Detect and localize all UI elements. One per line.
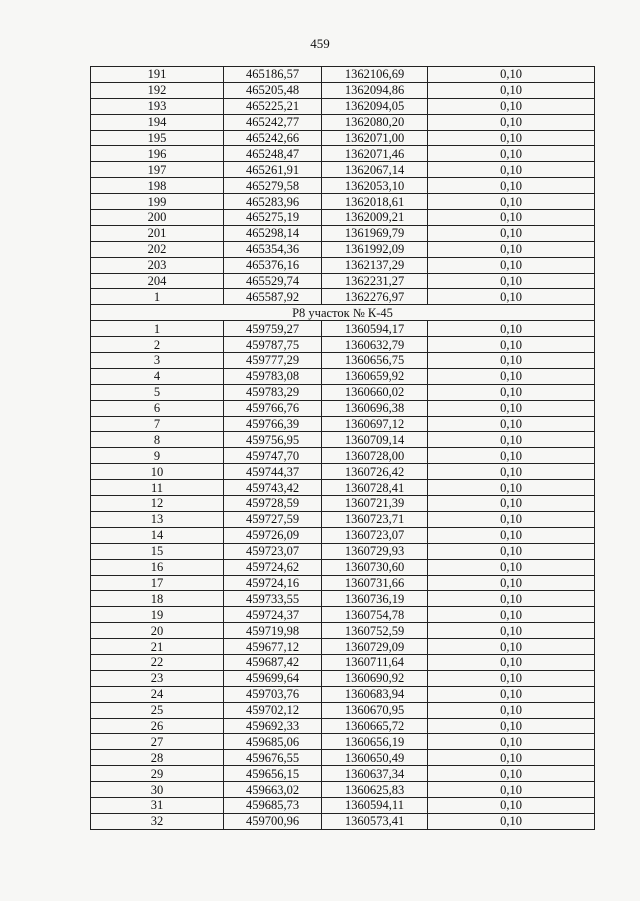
table-row [91,225,595,241]
accuracy-cell: 0,10 [428,813,595,829]
point-number-cell: 11 [91,480,224,496]
table-row [91,623,595,639]
x-coordinate-cell: 459756,95 [224,432,322,448]
x-coordinate-cell: 465225,21 [224,98,322,114]
point-number-cell: 193 [91,98,224,114]
table-row [91,702,595,718]
x-coordinate-cell: 459766,76 [224,400,322,416]
point-number-cell: 29 [91,766,224,782]
accuracy-cell: 0,10 [428,448,595,464]
table-row [91,368,595,384]
table-row [91,384,595,400]
table-row [91,718,595,734]
y-coordinate-cell: 1360573,41 [322,813,428,829]
table-row [91,813,595,829]
x-coordinate-cell: 459733,55 [224,591,322,607]
accuracy-cell: 0,10 [428,607,595,623]
point-number-cell: 31 [91,797,224,813]
table-row [91,98,595,114]
accuracy-cell: 0,10 [428,432,595,448]
x-coordinate-cell: 459787,75 [224,337,322,353]
x-coordinate-cell: 465354,36 [224,241,322,257]
accuracy-cell: 0,10 [428,82,595,98]
x-coordinate-cell: 465248,47 [224,146,322,162]
point-number-cell: 20 [91,623,224,639]
x-coordinate-cell: 459656,15 [224,766,322,782]
table-row [91,67,595,83]
accuracy-cell: 0,10 [428,273,595,289]
y-coordinate-cell: 1362231,27 [322,273,428,289]
y-coordinate-cell: 1360625,83 [322,782,428,798]
x-coordinate-cell: 465242,66 [224,130,322,146]
accuracy-cell: 0,10 [428,225,595,241]
y-coordinate-cell: 1360650,49 [322,750,428,766]
accuracy-cell: 0,10 [428,480,595,496]
y-coordinate-cell: 1362018,61 [322,194,428,210]
accuracy-cell: 0,10 [428,321,595,337]
table-row [91,416,595,432]
accuracy-cell: 0,10 [428,527,595,543]
table-row [91,543,595,559]
point-number-cell: 196 [91,146,224,162]
point-number-cell: 2 [91,337,224,353]
accuracy-cell: 0,10 [428,797,595,813]
x-coordinate-cell: 465283,96 [224,194,322,210]
y-coordinate-cell: 1360632,79 [322,337,428,353]
accuracy-cell: 0,10 [428,591,595,607]
table-row [91,607,595,623]
accuracy-cell: 0,10 [428,750,595,766]
x-coordinate-cell: 459724,16 [224,575,322,591]
table-row [91,273,595,289]
point-number-cell: 199 [91,194,224,210]
x-coordinate-cell: 459687,42 [224,654,322,670]
x-coordinate-cell: 465186,57 [224,67,322,83]
accuracy-cell: 0,10 [428,194,595,210]
y-coordinate-cell: 1360656,19 [322,734,428,750]
point-number-cell: 4 [91,368,224,384]
y-coordinate-cell: 1360721,39 [322,496,428,512]
y-coordinate-cell: 1360665,72 [322,718,428,734]
point-number-cell: 192 [91,82,224,98]
x-coordinate-cell: 459783,29 [224,384,322,400]
table-row [91,766,595,782]
point-number-cell: 13 [91,511,224,527]
accuracy-cell: 0,10 [428,416,595,432]
table-row [91,400,595,416]
point-number-cell: 18 [91,591,224,607]
y-coordinate-cell: 1362009,21 [322,210,428,226]
x-coordinate-cell: 459703,76 [224,686,322,702]
x-coordinate-cell: 459743,42 [224,480,322,496]
x-coordinate-cell: 465279,58 [224,178,322,194]
x-coordinate-cell: 465242,77 [224,114,322,130]
y-coordinate-cell: 1362106,69 [322,67,428,83]
y-coordinate-cell: 1362080,20 [322,114,428,130]
table-row [91,797,595,813]
point-number-cell: 9 [91,448,224,464]
table-row [91,496,595,512]
accuracy-cell: 0,10 [428,686,595,702]
accuracy-cell: 0,10 [428,98,595,114]
y-coordinate-cell: 1360659,92 [322,368,428,384]
accuracy-cell: 0,10 [428,575,595,591]
y-coordinate-cell: 1362094,86 [322,82,428,98]
x-coordinate-cell: 459777,29 [224,353,322,369]
y-coordinate-cell: 1360723,07 [322,527,428,543]
y-coordinate-cell: 1362053,10 [322,178,428,194]
y-coordinate-cell: 1360709,14 [322,432,428,448]
accuracy-cell: 0,10 [428,654,595,670]
table-row [91,734,595,750]
table-row [91,511,595,527]
accuracy-cell: 0,10 [428,782,595,798]
accuracy-cell: 0,10 [428,289,595,305]
x-coordinate-cell: 465529,74 [224,273,322,289]
table-row [91,527,595,543]
table-row [91,178,595,194]
y-coordinate-cell: 1360729,93 [322,543,428,559]
accuracy-cell: 0,10 [428,734,595,750]
x-coordinate-cell: 459702,12 [224,702,322,718]
point-number-cell: 27 [91,734,224,750]
accuracy-cell: 0,10 [428,543,595,559]
point-number-cell: 17 [91,575,224,591]
accuracy-cell: 0,10 [428,337,595,353]
y-coordinate-cell: 1360594,17 [322,321,428,337]
point-number-cell: 12 [91,496,224,512]
accuracy-cell: 0,10 [428,718,595,734]
table-row [91,210,595,226]
x-coordinate-cell: 459719,98 [224,623,322,639]
accuracy-cell: 0,10 [428,257,595,273]
point-number-cell: 22 [91,654,224,670]
point-number-cell: 26 [91,718,224,734]
point-number-cell: 5 [91,384,224,400]
accuracy-cell: 0,10 [428,511,595,527]
point-number-cell: 1 [91,289,224,305]
y-coordinate-cell: 1360637,34 [322,766,428,782]
table-row [91,241,595,257]
point-number-cell: 202 [91,241,224,257]
accuracy-cell: 0,10 [428,210,595,226]
accuracy-cell: 0,10 [428,639,595,655]
y-coordinate-cell: 1360660,02 [322,384,428,400]
x-coordinate-cell: 459724,62 [224,559,322,575]
y-coordinate-cell: 1362071,00 [322,130,428,146]
table-row [91,591,595,607]
x-coordinate-cell: 459759,27 [224,321,322,337]
point-number-cell: 23 [91,670,224,686]
table-row [91,146,595,162]
point-number-cell: 7 [91,416,224,432]
accuracy-cell: 0,10 [428,400,595,416]
x-coordinate-cell: 459676,55 [224,750,322,766]
table-row [91,162,595,178]
table-row [91,654,595,670]
y-coordinate-cell: 1360594,11 [322,797,428,813]
accuracy-cell: 0,10 [428,766,595,782]
accuracy-cell: 0,10 [428,130,595,146]
point-number-cell: 6 [91,400,224,416]
y-coordinate-cell: 1360754,78 [322,607,428,623]
y-coordinate-cell: 1360683,94 [322,686,428,702]
y-coordinate-cell: 1360690,92 [322,670,428,686]
y-coordinate-cell: 1360726,42 [322,464,428,480]
accuracy-cell: 0,10 [428,178,595,194]
x-coordinate-cell: 459766,39 [224,416,322,432]
y-coordinate-cell: 1360670,95 [322,702,428,718]
point-number-cell: 19 [91,607,224,623]
y-coordinate-cell: 1360736,19 [322,591,428,607]
x-coordinate-cell: 459700,96 [224,813,322,829]
x-coordinate-cell: 459685,73 [224,797,322,813]
y-coordinate-cell: 1362094,05 [322,98,428,114]
point-number-cell: 198 [91,178,224,194]
y-coordinate-cell: 1360731,66 [322,575,428,591]
table-row [91,130,595,146]
x-coordinate-cell: 459663,02 [224,782,322,798]
x-coordinate-cell: 459783,08 [224,368,322,384]
table-row [91,670,595,686]
accuracy-cell: 0,10 [428,114,595,130]
accuracy-cell: 0,10 [428,670,595,686]
table-row [91,639,595,655]
point-number-cell: 197 [91,162,224,178]
y-coordinate-cell: 1360729,09 [322,639,428,655]
y-coordinate-cell: 1360696,38 [322,400,428,416]
x-coordinate-cell: 459728,59 [224,496,322,512]
point-number-cell: 195 [91,130,224,146]
x-coordinate-cell: 459724,37 [224,607,322,623]
x-coordinate-cell: 459744,37 [224,464,322,480]
accuracy-cell: 0,10 [428,368,595,384]
x-coordinate-cell: 459723,07 [224,543,322,559]
table-row [91,114,595,130]
x-coordinate-cell: 465205,48 [224,82,322,98]
coordinates-table-body [91,67,595,830]
point-number-cell: 8 [91,432,224,448]
point-number-cell: 14 [91,527,224,543]
accuracy-cell: 0,10 [428,496,595,512]
accuracy-cell: 0,10 [428,559,595,575]
y-coordinate-cell: 1362067,14 [322,162,428,178]
y-coordinate-cell: 1361969,79 [322,225,428,241]
x-coordinate-cell: 459677,12 [224,639,322,655]
accuracy-cell: 0,10 [428,146,595,162]
point-number-cell: 15 [91,543,224,559]
x-coordinate-cell: 465587,92 [224,289,322,305]
point-number-cell: 16 [91,559,224,575]
point-number-cell: 28 [91,750,224,766]
table-row [91,782,595,798]
accuracy-cell: 0,10 [428,623,595,639]
section-header-row [91,305,595,321]
x-coordinate-cell: 459727,59 [224,511,322,527]
table-row [91,353,595,369]
point-number-cell: 3 [91,353,224,369]
table-row [91,559,595,575]
y-coordinate-cell: 1360728,00 [322,448,428,464]
point-number-cell: 32 [91,813,224,829]
y-coordinate-cell: 1360697,12 [322,416,428,432]
table-row [91,82,595,98]
table-row [91,337,595,353]
point-number-cell: 10 [91,464,224,480]
table-row [91,480,595,496]
point-number-cell: 203 [91,257,224,273]
y-coordinate-cell: 1360728,41 [322,480,428,496]
y-coordinate-cell: 1361992,09 [322,241,428,257]
table-row [91,750,595,766]
page-number: 459 [310,36,330,51]
y-coordinate-cell: 1362071,46 [322,146,428,162]
accuracy-cell: 0,10 [428,67,595,83]
point-number-cell: 201 [91,225,224,241]
point-number-cell: 204 [91,273,224,289]
y-coordinate-cell: 1360656,75 [322,353,428,369]
table-row [91,257,595,273]
point-number-cell: 25 [91,702,224,718]
point-number-cell: 194 [91,114,224,130]
point-number-cell: 21 [91,639,224,655]
y-coordinate-cell: 1360723,71 [322,511,428,527]
x-coordinate-cell: 459685,06 [224,734,322,750]
table-row [91,464,595,480]
accuracy-cell: 0,10 [428,384,595,400]
y-coordinate-cell: 1360752,59 [322,623,428,639]
point-number-cell: 1 [91,321,224,337]
x-coordinate-cell: 459692,33 [224,718,322,734]
x-coordinate-cell: 459726,09 [224,527,322,543]
table-row [91,194,595,210]
point-number-cell: 200 [91,210,224,226]
point-number-cell: 24 [91,686,224,702]
x-coordinate-cell: 465376,16 [224,257,322,273]
table-row [91,321,595,337]
y-coordinate-cell: 1360711,64 [322,654,428,670]
table-row [91,448,595,464]
x-coordinate-cell: 465275,19 [224,210,322,226]
accuracy-cell: 0,10 [428,464,595,480]
coordinates-table [90,66,595,830]
y-coordinate-cell: 1362137,29 [322,257,428,273]
table-row [91,289,595,305]
accuracy-cell: 0,10 [428,162,595,178]
x-coordinate-cell: 459747,70 [224,448,322,464]
accuracy-cell: 0,10 [428,702,595,718]
accuracy-cell: 0,10 [428,241,595,257]
accuracy-cell: 0,10 [428,353,595,369]
section-title: Р8 участок № К-45 [91,305,595,321]
y-coordinate-cell: 1362276,97 [322,289,428,305]
point-number-cell: 191 [91,67,224,83]
point-number-cell: 30 [91,782,224,798]
table-row [91,432,595,448]
table-row [91,686,595,702]
table-row [91,575,595,591]
x-coordinate-cell: 465261,91 [224,162,322,178]
x-coordinate-cell: 459699,64 [224,670,322,686]
x-coordinate-cell: 465298,14 [224,225,322,241]
y-coordinate-cell: 1360730,60 [322,559,428,575]
